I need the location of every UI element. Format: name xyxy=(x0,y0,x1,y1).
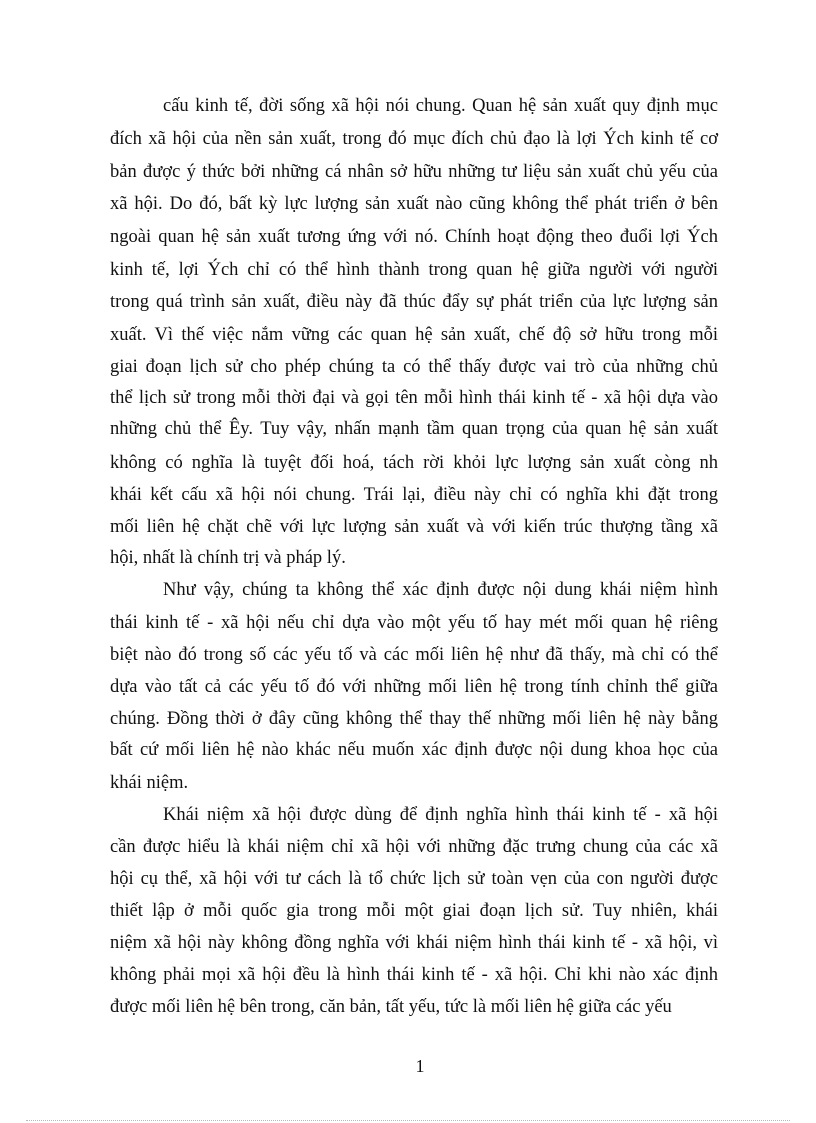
text-line: hội, nhất là chính trị và pháp lý. xyxy=(110,548,346,568)
page-bottom-divider xyxy=(26,1120,790,1121)
text-line: bản được ý thức bởi những cá nhân sở hữu những tư liệu sản xuất chủ yếu của xyxy=(110,162,718,182)
text-line: trong quá trình sản xuất, điều này đã thúc đẩy sự phát triển của lực lượng sản xyxy=(110,292,718,312)
text-line: xuất. Vì thế việc nắm vững các quan hệ sản xuất, chế độ sở hữu trong mỗi xyxy=(110,325,718,345)
text-line: cấu kinh tế, đời sống xã hội nói chung. Quan hệ sản xuất quy định mục xyxy=(163,96,718,116)
text-line: khái kết cấu xã hội nói chung. Trái lại, điều này chỉ có nghĩa khi đặt trong xyxy=(110,485,718,505)
text-line: biệt nào đó trong số các yếu tố và các mối liên hệ như đã thấy, mà chỉ có thể xyxy=(110,645,718,665)
text-line: những chủ thể Êy. Tuy vậy, nhấn mạnh tầm quan trọng của quan hệ sản xuất xyxy=(110,419,718,439)
text-line: xã hội. Do đó, bất kỳ lực lượng sản xuất nào cũng không thể phát triển ở bên xyxy=(110,194,718,214)
text-line: niệm xã hội này không đồng nghĩa với khái niệm hình thái kinh tế - xã hội, vì xyxy=(110,933,718,953)
text-line: giai đoạn lịch sử cho phép chúng ta có thể thấy được vai trò của những chủ xyxy=(110,357,718,377)
text-line: đích xã hội của nền sản xuất, trong đó mục đích chủ đạo là lợi Ých kinh tế cơ xyxy=(110,129,718,149)
text-line: khái niệm. xyxy=(110,773,189,793)
text-line: bất cứ mối liên hệ nào khác nếu muốn xác định được nội dung khoa học của xyxy=(110,740,718,760)
text-line: không phải mọi xã hội đều là hình thái kinh tế - xã hội. Chỉ khi nào xác định xyxy=(110,965,718,985)
text-line: hội cụ thể, xã hội với tư cách là tổ chức lịch sử toàn vẹn của con người được xyxy=(110,869,718,889)
text-line: chúng. Đồng thời ở đây cũng không thể thay thế những mối liên hệ này bằng xyxy=(110,709,718,729)
text-line: thái kinh tế - xã hội nếu chỉ dựa vào một yếu tố hay mét mối quan hệ riêng xyxy=(110,613,718,633)
text-line: không có nghĩa là tuyệt đối hoá, tách rời khỏi lực lượng sản xuất còng nh xyxy=(110,453,718,473)
text-line: kinh tế, lợi Ých chỉ có thể hình thành trong quan hệ giữa người với người xyxy=(110,260,718,280)
text-line: ngoài quan hệ sản xuất tương ứng với nó. Chính hoạt động theo đuổi lợi Ých xyxy=(110,227,718,247)
text-line: thể lịch sử trong mỗi thời đại và gọi tên mỗi hình thái kinh tế - xã hội dựa vào xyxy=(110,388,718,408)
text-line: thiết lập ở mỗi quốc gia trong mỗi một giai đoạn lịch sử. Tuy nhiên, khái xyxy=(110,901,718,921)
text-line: dựa vào tất cả các yếu tố đó với những mối liên hệ trong tính chỉnh thể giữa xyxy=(110,677,718,697)
text-line: Khái niệm xã hội được dùng để định nghĩa hình thái kinh tế - xã hội xyxy=(163,805,718,825)
text-line: cần được hiểu là khái niệm chỉ xã hội với những đặc trưng chung của các xã xyxy=(110,837,718,857)
text-line: Như vậy, chúng ta không thể xác định được nội dung khái niệm hình xyxy=(163,580,718,600)
text-line: mối liên hệ chặt chẽ với lực lượng sản xuất và với kiến trúc thượng tầng xã xyxy=(110,517,718,537)
page-number: 1 xyxy=(415,1056,425,1076)
text-line: được mối liên hệ bên trong, căn bản, tất yếu, tức là mối liên hệ giữa các yếu xyxy=(110,997,672,1017)
